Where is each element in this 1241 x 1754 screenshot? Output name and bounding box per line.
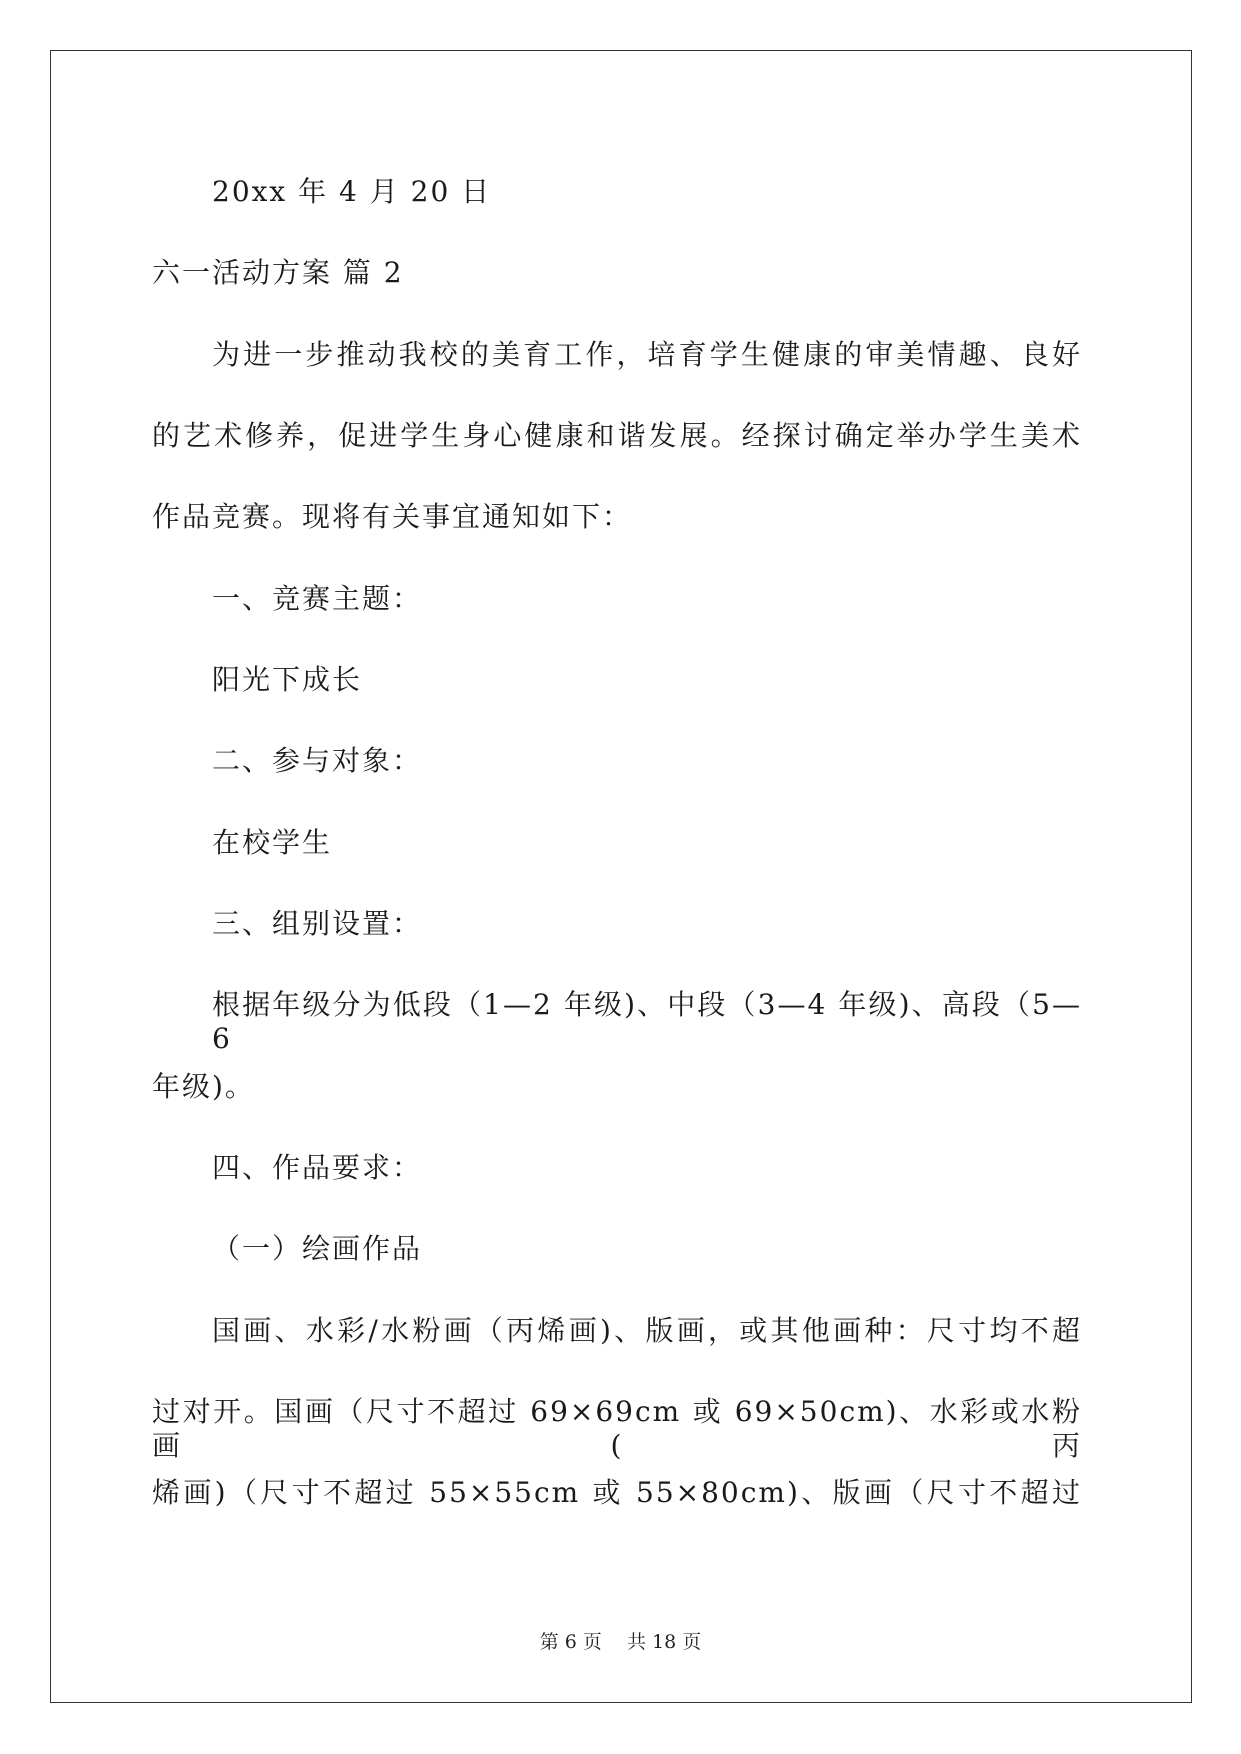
painting-text-line-3: 烯画)（尺寸不超过 55×55cm 或 55×80cm)、版画（尺寸不超过	[152, 1476, 1082, 1509]
paragraph-intro-line-3: 作品竞赛。现将有关事宜通知如下：	[152, 500, 633, 533]
paragraph-intro-line-1: 为进一步推动我校的美育工作，培育学生健康的审美情趣、良好	[212, 338, 1082, 371]
heading-participants: 二、参与对象：	[212, 744, 423, 777]
subheading-painting: （一）绘画作品	[212, 1232, 423, 1265]
heading-requirements: 四、作品要求：	[212, 1151, 423, 1184]
heading-theme: 一、竞赛主题：	[212, 582, 423, 615]
groups-text-line-1: 根据年级分为低段（1—2 年级)、中段（3—4 年级)、高段（5—6	[212, 988, 1082, 1055]
date-line: 20xx 年 4 月 20 日	[212, 175, 492, 208]
painting-text-line-1: 国画、水彩/水粉画（丙烯画)、版画，或其他画种：尺寸均不超	[212, 1314, 1082, 1347]
paragraph-intro-line-2: 的艺术修养，促进学生身心健康和谐发展。经探讨确定举办学生美术	[152, 419, 1082, 452]
groups-text-line-2: 年级)。	[152, 1070, 255, 1103]
painting-text-line-2: 过对开。国画（尺寸不超过 69×69cm 或 69×50cm)、水彩或水粉画(丙	[152, 1395, 1082, 1462]
section-title: 六一活动方案 篇 2	[152, 256, 404, 289]
participants-text: 在校学生	[212, 826, 333, 859]
page-number-footer: 第 6 页 共 18 页	[539, 1631, 702, 1653]
heading-groups: 三、组别设置：	[212, 907, 423, 940]
theme-text: 阳光下成长	[212, 663, 363, 696]
